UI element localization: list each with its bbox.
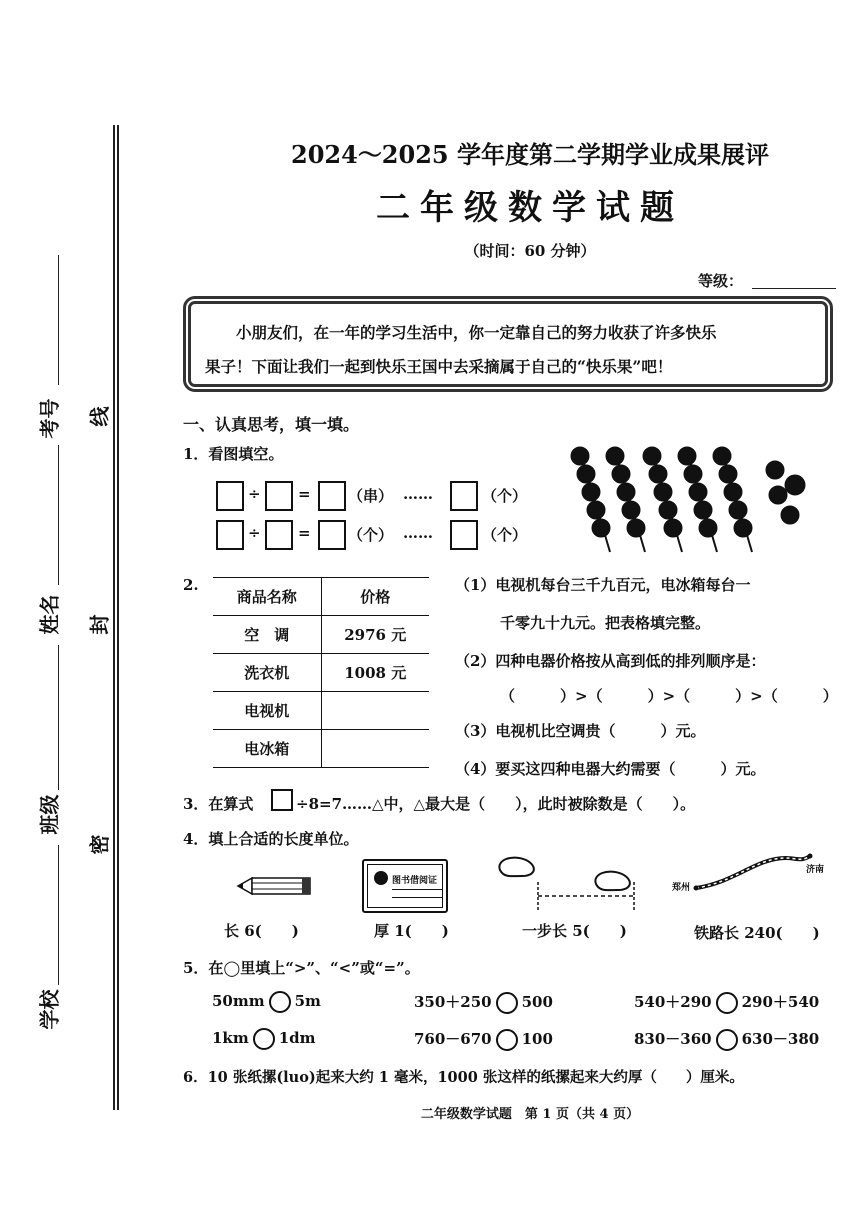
q1-r2-unit-quotient: （个） [348, 526, 394, 544]
intro-box [183, 296, 833, 392]
q5-right: 100 [521, 1030, 553, 1048]
student-name-label: 姓名 [37, 594, 62, 635]
compare-circle[interactable] [269, 991, 291, 1013]
city-label-1: 郑州 [672, 883, 691, 893]
q1-r1-box-divisor[interactable] [265, 481, 293, 511]
q2-sub4[interactable]: （4）要买这四种电器大约需要（ ）元。 [455, 760, 766, 778]
q5-right: 290＋540 [741, 993, 820, 1011]
table-cell-item: 电冰箱 [213, 730, 321, 768]
school-line[interactable] [58, 845, 59, 985]
q3-dividend-box[interactable] [271, 789, 293, 811]
q2-sub1-line2: 千零九十九元。把表格填完整。 [500, 614, 711, 632]
library-card-illustration [362, 859, 448, 913]
q5-right: 630－380 [741, 1030, 820, 1048]
intro-line-2: 果子！下面让我们一起到快乐王国中去采摘属于自己的“快乐果”吧！ [205, 357, 673, 376]
compare-circle[interactable] [716, 1029, 738, 1051]
q4-item-railway[interactable]: 铁路长 240( ) [694, 924, 820, 942]
table-cell-item: 洗衣机 [213, 654, 321, 692]
pencil-icon [236, 874, 316, 898]
binding-double-line [113, 125, 119, 1110]
q5-r1-c1 [212, 991, 321, 1013]
q5-left: 50mm [212, 992, 265, 1010]
table-row [213, 616, 429, 654]
q5-right: 500 [521, 993, 553, 1011]
grade-label: 等级： [698, 272, 744, 290]
grade-blank[interactable] [752, 288, 836, 289]
card-seal-icon [374, 871, 388, 885]
table-cell-price-blank[interactable] [321, 730, 429, 768]
exam-number-line[interactable] [58, 255, 59, 385]
q4-item-pencil[interactable]: 长 6( ) [224, 922, 299, 940]
exam-number-label: 考号 [37, 398, 62, 439]
exam-subtitle: 二年级数学试题 [376, 188, 684, 228]
loose-fruits [766, 461, 805, 524]
exam-time: （时间：60 分钟） [464, 242, 596, 260]
city-label-2: 济南 [806, 865, 825, 875]
q5-label: 5．在◯里填上“>”、“<”或“=”。 [183, 959, 420, 977]
q1-r1-div-sign: ÷ [248, 485, 261, 503]
table-row [213, 654, 429, 692]
q5-r1-c2 [414, 991, 553, 1014]
q5-left: 760－670 [414, 1030, 492, 1048]
q1-r2-div-sign: ÷ [248, 524, 261, 542]
q6-text[interactable]: 6．10 张纸摞(luo)起来大约 1 毫米，1000 张这样的纸摞起来大约厚（ ）厘米。 [183, 1069, 744, 1086]
table-cell-price: 2976 元 [321, 616, 429, 654]
skewer-4 [678, 447, 717, 552]
q5-r2-c2 [414, 1028, 553, 1051]
table-row [213, 692, 429, 730]
q5-right: 1dm [278, 1029, 316, 1047]
skewer-1 [571, 447, 610, 552]
q1-r1-box-quotient[interactable] [318, 481, 346, 511]
intro-line-1: 小朋友们，在一年的学习生活中，你一定靠自己的努力收获了许多快乐 [236, 323, 717, 342]
q1-r2-dots: …… [403, 524, 433, 542]
binding-seal-mark: 封 [87, 614, 112, 635]
q3-suffix[interactable]: ÷8=7……△中，△最大是（ ），此时被除数是（ ）。 [296, 795, 696, 813]
q1-r2-box-quotient[interactable] [318, 520, 346, 550]
section-1-title: 一、认真思考，填一填。 [183, 415, 360, 434]
railway-illustration [676, 848, 826, 898]
fruit-skewers-illustration [560, 440, 820, 560]
compare-circle[interactable] [496, 992, 518, 1014]
compare-circle[interactable] [253, 1028, 275, 1050]
skewer-2 [606, 447, 645, 552]
q1-r2-eq-sign: = [298, 524, 311, 542]
q1-r1-eq-sign: = [298, 485, 311, 503]
q1-label: 1．看图填空。 [183, 445, 284, 463]
q5-right: 5m [294, 992, 321, 1010]
q1-r1-unit-quotient: （串） [348, 487, 394, 505]
q4-label: 4．填上合适的长度单位。 [183, 830, 359, 848]
q5-r1-c3 [634, 991, 819, 1014]
table-cell-price-blank[interactable] [321, 692, 429, 730]
class-line[interactable] [58, 645, 59, 790]
q2-sub1-line1: （1）电视机每台三千九百元，电冰箱每台一 [455, 576, 751, 594]
q2-sub3[interactable]: （3）电视机比空调贵（ ）元。 [455, 722, 706, 740]
q2-label: 2. [183, 576, 199, 594]
table-cell-item: 电视机 [213, 692, 321, 730]
q5-left: 830－360 [634, 1030, 712, 1048]
q1-r1-box-remainder[interactable] [450, 481, 478, 511]
q5-left: 540＋290 [634, 993, 712, 1011]
class-label: 班级 [37, 794, 62, 835]
skewer-3 [643, 447, 682, 552]
q1-r2-box-remainder[interactable] [450, 520, 478, 550]
price-table [213, 577, 429, 768]
table-cell-price: 1008 元 [321, 654, 429, 692]
compare-circle[interactable] [716, 992, 738, 1014]
q1-r2-unit-remainder: （个） [482, 526, 528, 544]
q1-r1-unit-remainder: （个） [482, 487, 528, 505]
compare-circle[interactable] [496, 1029, 518, 1051]
table-header-item: 商品名称 [213, 578, 321, 616]
q2-sub2: （2）四种电器价格按从高到低的排列顺序是： [455, 652, 766, 670]
q4-item-card[interactable]: 厚 1( ) [374, 922, 449, 940]
table-row [213, 730, 429, 768]
school-label: 学校 [37, 989, 62, 1030]
exam-title: 2024～2025 学年度第二学期学业成果展评 [291, 140, 769, 169]
q1-r2-box-dividend[interactable] [216, 520, 244, 550]
card-text: 图书借阅证 [392, 876, 438, 886]
footprints-illustration [492, 852, 642, 912]
q4-item-step[interactable]: 一步长 5( ) [522, 922, 627, 940]
table-header-price: 价格 [321, 578, 429, 616]
skewer-5 [713, 447, 752, 552]
q2-sub2-blanks[interactable]: （ ）>（ ）>（ ）>（ ） [500, 687, 838, 705]
q5-left: 350＋250 [414, 993, 492, 1011]
q3-prefix: 3．在算式 [183, 795, 254, 813]
q1-r2-box-divisor[interactable] [265, 520, 293, 550]
q5-r2-c3 [634, 1028, 819, 1051]
q5-r2-c1 [212, 1028, 316, 1050]
name-line[interactable] [58, 445, 59, 585]
table-cell-item: 空 调 [213, 616, 321, 654]
q1-r1-box-dividend[interactable] [216, 481, 244, 511]
q1-r1-dots: …… [403, 485, 433, 503]
q5-left: 1km [212, 1029, 249, 1047]
page-footer: 二年级数学试题 第 1 页（共 4 页） [420, 1107, 640, 1122]
binding-secret-mark: 密 [87, 834, 112, 855]
binding-line-mark: 线 [87, 406, 112, 427]
